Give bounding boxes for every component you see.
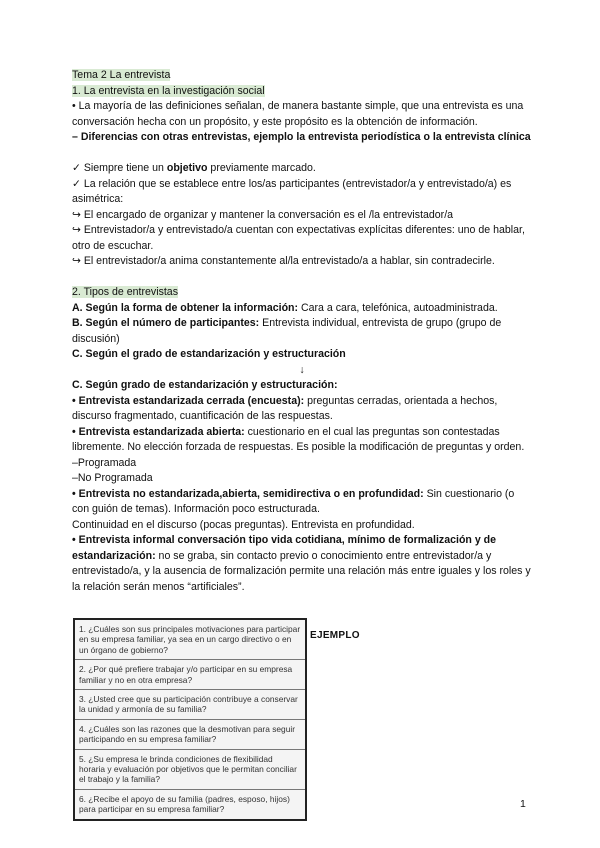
example-question: 4. ¿Cuáles son las razones que la desmotivan para seguir participando en su empresa familiar? (75, 720, 305, 750)
sub-point-expectations: ↪ Entrevistador/a y entrevistado/a cuentan con expectativas explícitas diferentes: uno de hablar, otro de escuchar. (72, 224, 525, 252)
sub-point-organizer: ↪ El encargado de organizar y mantener la conversación es el /la entrevistador/a (72, 208, 454, 221)
open-interview: • Entrevista estandarizada abierta: cuestionario en el cual las preguntas son contestadas libremente. No elección forzada de respuestas. Es posible la modificación de preguntas y orden. (72, 425, 525, 453)
example-question: 5. ¿Su empresa le brinda condiciones de flexibilidad horaria y evaluación por objetivos que le permitan conciliar el trabajo y la familia? (75, 750, 305, 790)
in-depth-interview: • Entrevista no estandarizada,abierta, semidirectiva o en profundidad: Sin cuestionario (o con guión de temas). Información poco estructurada. (72, 487, 515, 515)
example-questions-table (73, 618, 307, 821)
page-number: 1 (520, 798, 526, 810)
sub-point-encourage: ↪ El entrevistador/a anima constantemente al/la entrevistado/a a hablar, sin contradecirle. (72, 255, 495, 267)
example-question: 1. ¿Cuáles son sus principales motivaciones para participar en su empresa familiar, ya sea en un cargo directivo o en un órgano de gobierno? (75, 620, 305, 660)
programmed-item: –Programada (72, 456, 137, 469)
example-label: EJEMPLO (310, 630, 360, 641)
section2-heading: 2. Tipos de entrevistas (72, 286, 178, 298)
type-b: B. Según el número de participantes: Entrevista individual, entrevista de grupo (grupo de discusión) (72, 317, 502, 345)
differences-heading: – Diferencias con otras entrevistas, ejemplo la entrevista periodística o la entrevista clínica (72, 131, 531, 143)
check-objective: ✓ Siempre tiene un objetivo previamente marcado. (72, 162, 316, 174)
closed-interview: • Entrevista estandarizada cerrada (encuesta): preguntas cerradas, orientada a hechos, discurso fragmentado, cuantificación de las respuestas. (72, 394, 498, 422)
type-a: A. Según la forma de obtener la información: Cara a cara, telefónica, autoadministrada. (72, 301, 498, 314)
type-c-heading: C. Según el grado de estandarización y estructuración (72, 348, 346, 360)
example-question: 2. ¿Por qué prefiere trabajar y/o participar en su empresa familiar y no en otra empresa? (75, 660, 305, 690)
continuity-note: Continuidad en el discurso (pocas preguntas). Entrevista en profundidad. (72, 518, 415, 531)
type-c-heading-detail: C. Según grado de estandarización y estructuración: (72, 379, 338, 391)
down-arrow-icon: ↓ (299, 363, 305, 376)
section1-heading: 1. La entrevista en la investigación social (72, 84, 265, 97)
topic-title: Tema 2 La entrevista (72, 69, 171, 81)
informal-interview: • Entrevista informal conversación tipo vida cotidiana, mínimo de formalización y de estandarización: no se graba, sin contacto previo o conocimiento entre entrevistador/a y entrevistado/a, y la ausencia de formalización permite una relación más entre iguales y los roles y la relación serán menos “artificiales”. (72, 534, 531, 593)
check-asymmetric: ✓ La relación que se establece entre los/as participantes (entrevistador/a y entrevistado/a) es asimétrica: (72, 177, 512, 205)
intro-bullet: • La mayoría de las definiciones señalan, de manera bastante simple, que una entrevista es una conversación hecha con un propósito, y este propósito es la obtención de información. (72, 100, 524, 128)
document-body (72, 68, 532, 595)
non-programmed-item: –No Programada (72, 472, 153, 484)
example-question: 6. ¿Recibe el apoyo de su familia (padres, esposo, hijos) para participar en su empresa familiar? (79, 793, 290, 815)
example-question: 3. ¿Usted cree que su participación contribuye a conservar la unidad y armonía de su familia? (75, 690, 305, 720)
